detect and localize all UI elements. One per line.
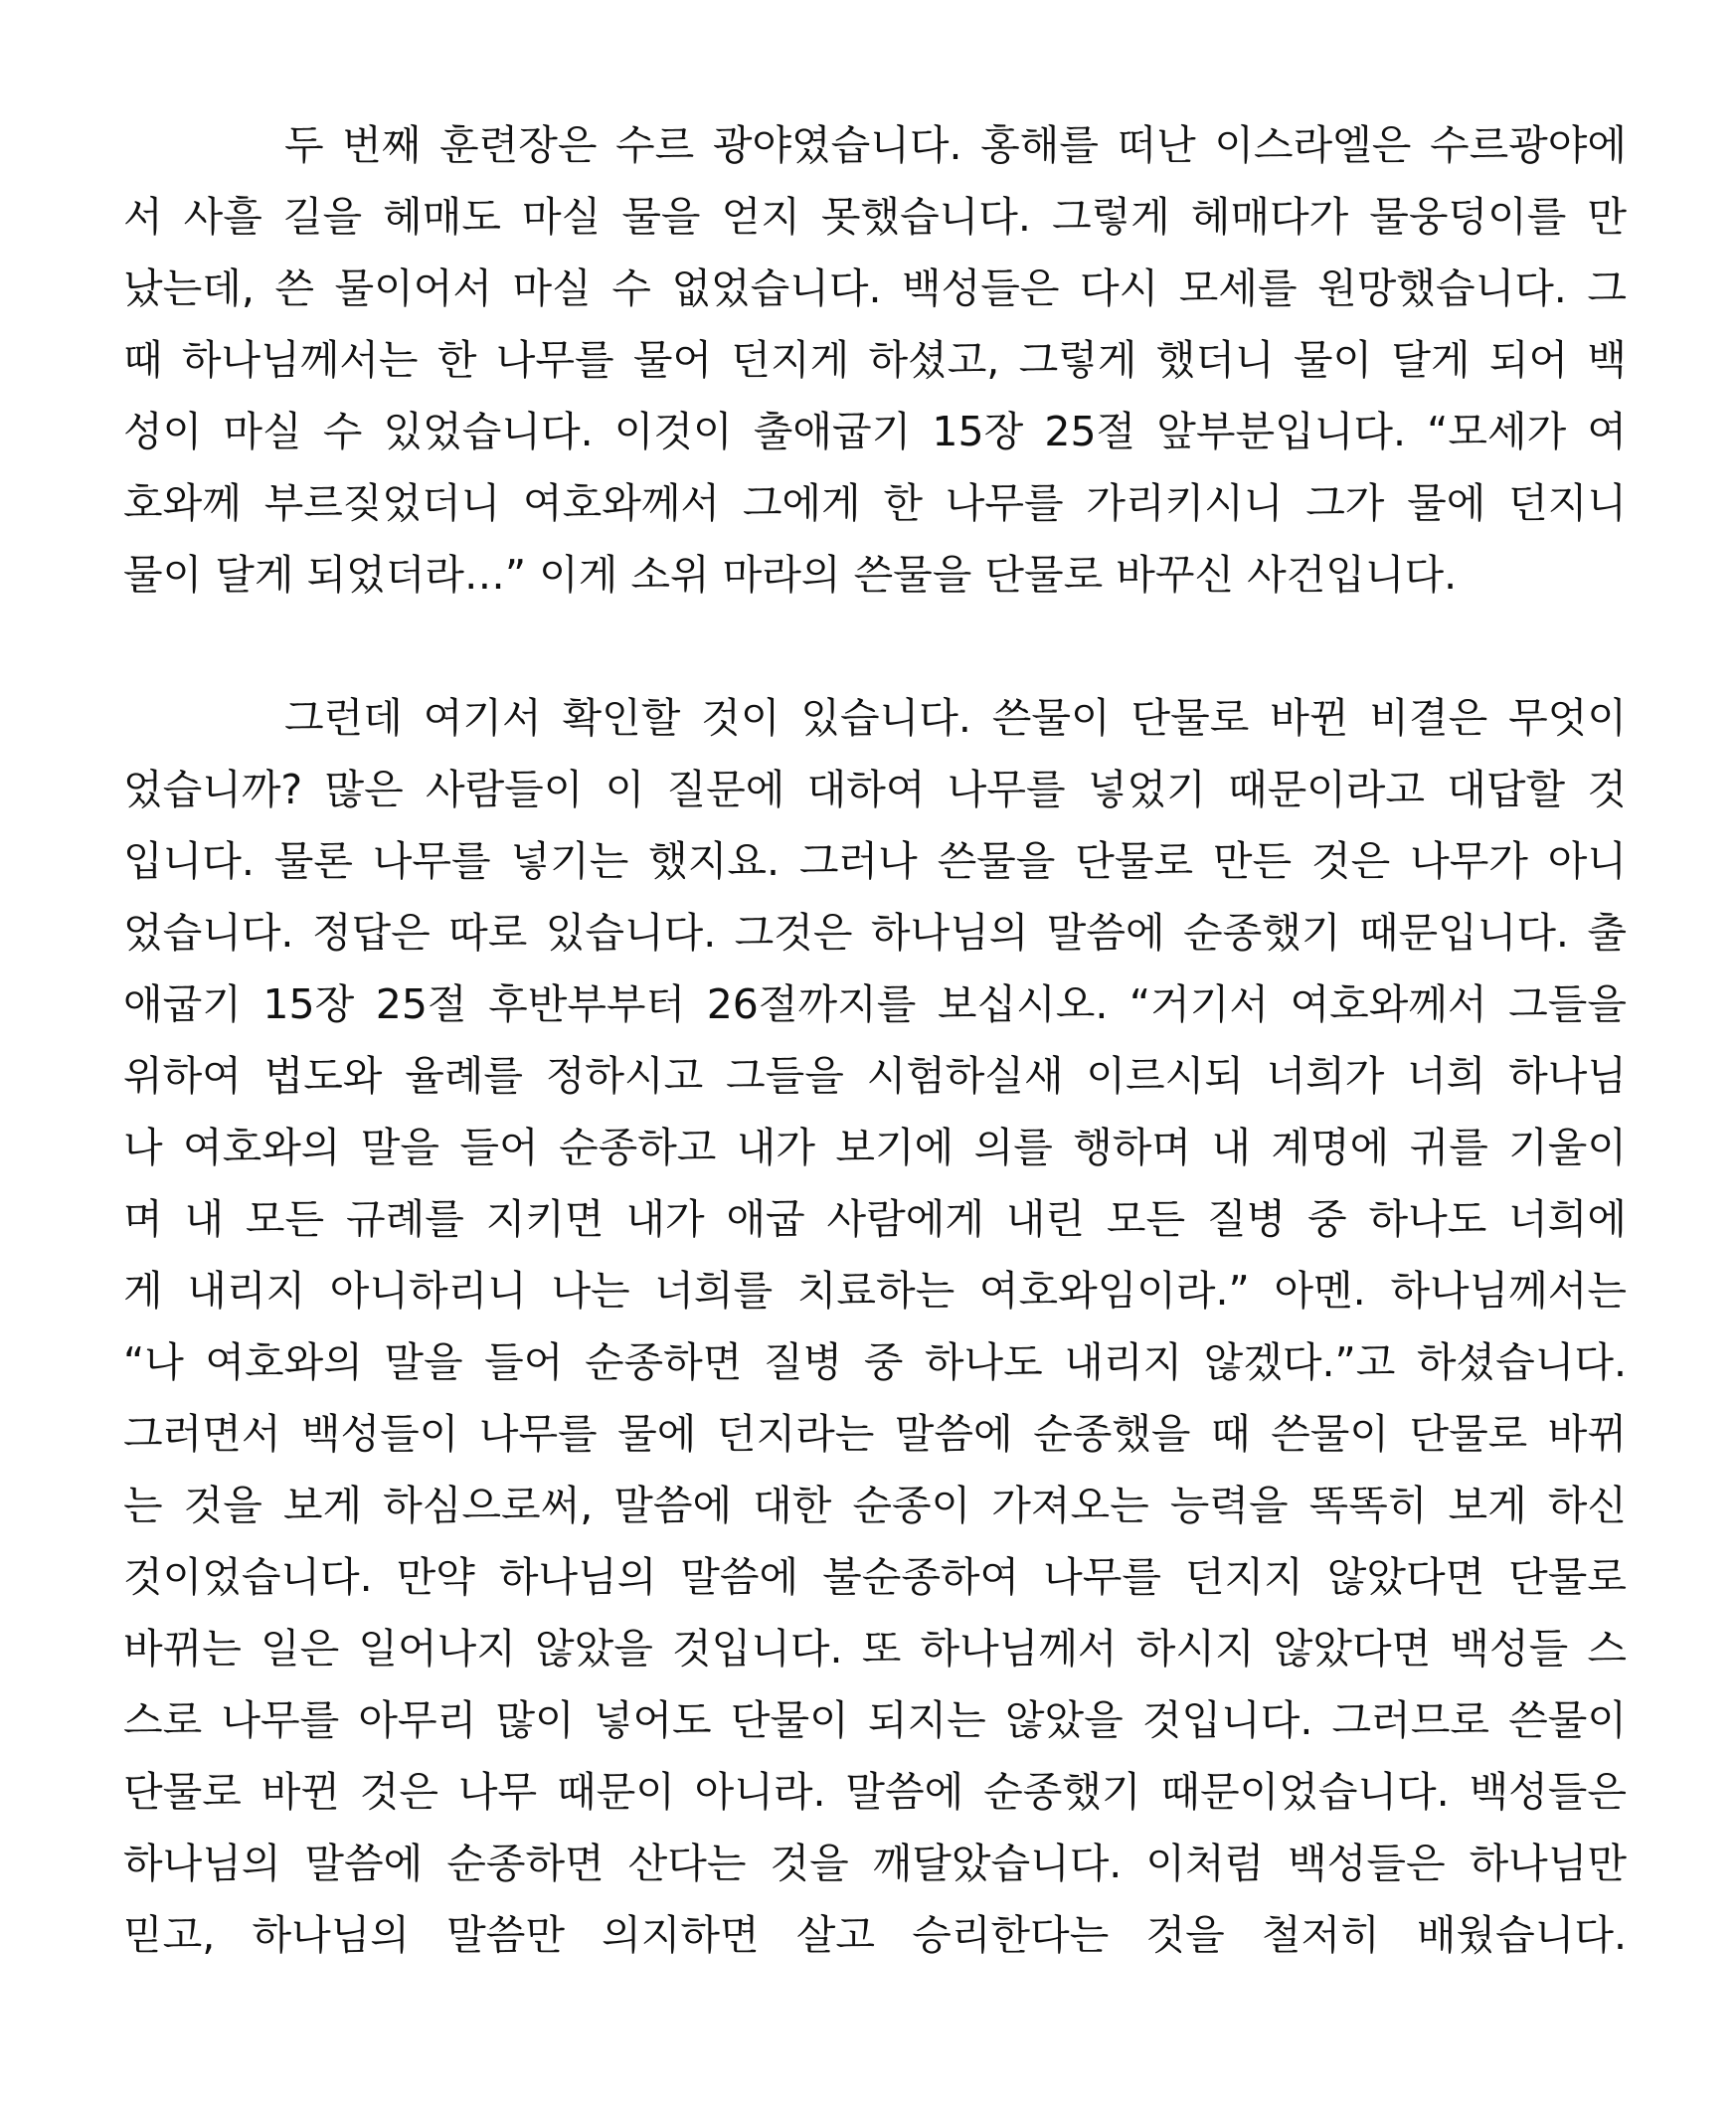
text-line <box>123 1971 1627 2042</box>
text-line: 었습니다. 정답은 따로 있습니다. 그것은 하나님의 말씀에 순종했기 때문입니다. 출 <box>123 909 1627 957</box>
text-line: 호와께 부르짖었더니 여호와께서 그에게 한 나무를 가리키시니 그가 물에 던지니 <box>123 479 1627 527</box>
text-line: 났는데, 쓴 물이어서 마실 수 없었습니다. 백성들은 다시 모세를 원망했습니다. 그 <box>123 264 1627 312</box>
text-line: 단물로 바뀐 것은 나무 때문이 아니라. 말씀에 순종했기 때문이었습니다. 백성들은 <box>123 1768 1627 1816</box>
text-line: 서 사흘 길을 헤매도 마실 물을 얻지 못했습니다. 그렇게 헤매다가 물웅덩이를 만 <box>123 193 1627 241</box>
paragraph-2 <box>123 682 1627 2042</box>
text-line: 그런데 여기서 확인할 것이 있습니다. 쓴물이 단물로 바뀐 비결은 무엇이 <box>284 694 1627 742</box>
text-line: 는 것을 보게 하심으로써, 말씀에 대한 순종이 가져오는 능력을 똑똑히 보게 하신 <box>123 1482 1628 1529</box>
document-body <box>123 109 1627 2042</box>
text-line: 때 하나님께서는 한 나무를 물어 던지게 하셨고, 그렇게 했더니 물이 달게 되어 백 <box>123 336 1627 384</box>
text-line: 바뀌는 일은 일어나지 않았을 것입니다. 또 하나님께서 하시지 않았다면 백성들 스 <box>123 1625 1627 1673</box>
paragraph-gap <box>123 611 1627 682</box>
text-line: 하나님의 말씀에 순종하면 산다는 것을 깨달았습니다. 이처럼 백성들은 하나님만 <box>123 1840 1627 1887</box>
text-line: “나 여호와의 말을 들어 순종하면 질병 중 하나도 내리지 않겠다.”고 하셨습니다. <box>123 1338 1627 1386</box>
text-line: 것이었습니다. 만약 하나님의 말씀에 불순종하여 나무를 던지지 않았다면 단물로 <box>123 1553 1627 1601</box>
text-line: 스로 나무를 아무리 많이 넣어도 단물이 되지는 않았을 것입니다. 그러므로 쓴물이 <box>123 1696 1627 1744</box>
text-line: 입니다. 물론 나무를 넣기는 했지요. 그러나 쓴물을 단물로 만든 것은 나무가 아니 <box>123 837 1627 885</box>
text-line: 위하여 법도와 율례를 정하시고 그들을 시험하실새 이르시되 너희가 너희 하나님 <box>123 1052 1627 1100</box>
text-line: 었습니까? 많은 사람들이 이 질문에 대하여 나무를 넣었기 때문이라고 대답할 것 <box>123 766 1627 813</box>
text-line: 나 여호와의 말을 들어 순종하고 내가 보기에 의를 행하며 내 계명에 귀를 기울이 <box>123 1124 1627 1171</box>
paragraph-1 <box>123 109 1627 611</box>
text-line: 성이 마실 수 있었습니다. 이것이 출애굽기 15장 25절 앞부분입니다. “모세가 여 <box>123 408 1627 455</box>
text-line: 게 내리지 아니하리니 나는 너희를 치료하는 여호와임이라.” 아멘. 하나님께서는 <box>123 1267 1627 1315</box>
text-line: 며 내 모든 규례를 지키면 내가 애굽 사람에게 내린 모든 질병 중 하나도 너희에 <box>123 1195 1627 1243</box>
text-line: 믿고, 하나님의 말씀만 의지하면 살고 승리한다는 것을 철저히 배웠습니다. <box>123 1911 1627 1959</box>
text-line: 애굽기 15장 25절 후반부부터 26절까지를 보십시오. “거기서 여호와께서 그들을 <box>123 980 1627 1028</box>
text-line: 그러면서 백성들이 나무를 물에 던지라는 말씀에 순종했을 때 쓴물이 단물로 바뀌 <box>123 1410 1627 1458</box>
text-line: 물이 달게 되었더라…” 이게 소위 마라의 쓴물을 단물로 바꾸신 사건입니다. <box>123 551 1458 599</box>
text-line: 두 번째 훈련장은 수르 광야였습니다. 홍해를 떠난 이스라엘은 수르광야에 <box>284 121 1627 169</box>
